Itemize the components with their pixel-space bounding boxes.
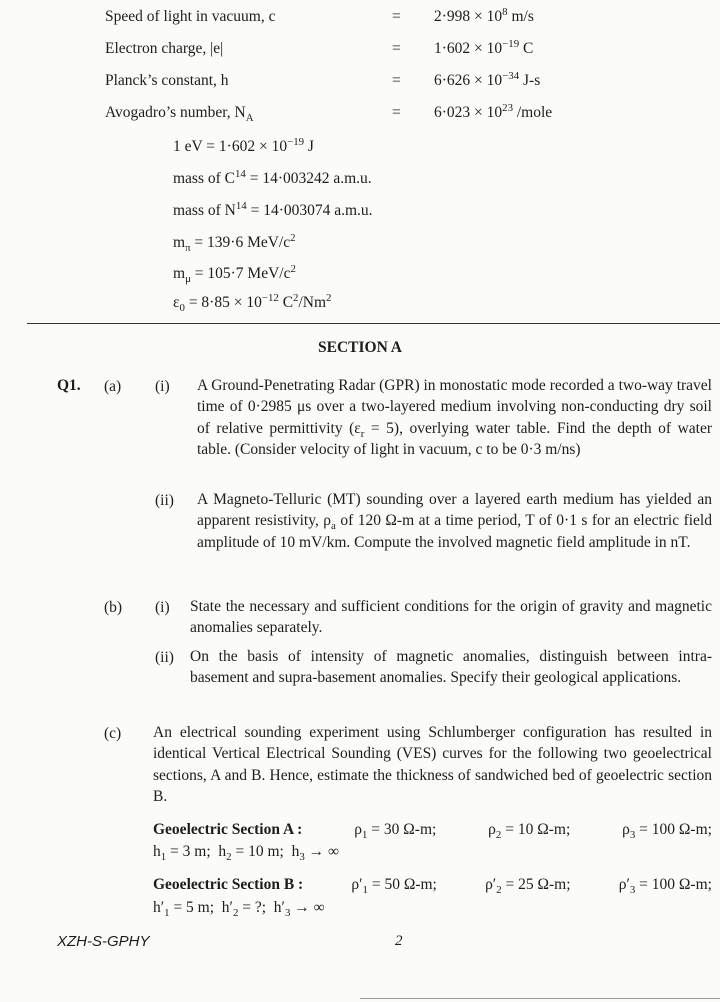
equals-sign: = — [392, 40, 401, 57]
subpart-label-b-i: (i) — [155, 599, 170, 616]
constant-value-e: $1\cdot 602 \times 10^{-19}$ C — [434, 37, 534, 57]
constant-name-na: Avogadro’s number, $N_A$ — [105, 104, 254, 125]
relation-mmu: $m_\mu = 105\cdot 7$ MeV/$c^2$ — [173, 262, 296, 286]
page-edge-line — [360, 998, 720, 999]
geoelectric-section-b-line2: $h'_1 = 5$ m; $h'_2$ = ?; $h'_3$ → ∞ — [153, 899, 325, 920]
constant-value-h: $6\cdot 626 \times 10^{-34}$ J-s — [434, 69, 541, 89]
relation-n14: mass of $N^{14} = 14\cdot 003074$ a.m.u. — [173, 199, 373, 219]
subpart-label-b-ii: (ii) — [155, 649, 174, 666]
geoelectric-section-a-line1: Geoelectric Section A : $\rho_1 = 30$ Ω-m; $\rho_2 = 10$ Ω-m; $\rho_3 = 100$ Ω-m; — [153, 821, 712, 842]
question-text-b-ii: On the basis of intensity of magnetic anomalies, distinguish between intra-basement and supra-basement anomalies. Specify their geological applications. — [190, 648, 712, 687]
relation-eps0: $\varepsilon_0 = 8\cdot 85 \times 10^{-12}$ $C^2/Nm^2$ — [173, 291, 332, 315]
equals-sign: = — [392, 72, 401, 89]
geoelectric-section-a-line2: $h_1 = 3$ m; $h_2 = 10$ m; $h_3$ → ∞ — [153, 843, 340, 864]
equals-sign: = — [392, 104, 401, 121]
constant-value-c: $2\cdot 998 \times 10^8$ m/s — [434, 5, 534, 25]
section-divider — [27, 323, 720, 324]
part-label-b: (b) — [104, 599, 123, 616]
question-text-a-ii: A Magneto-Telluric (MT) sounding over a layered earth medium has yielded an apparent resistivity, $\rho_a$ of 120 Ω-m at a time period, T of 0·1 s for an electric field amplitude of 10 mV/km. Compute the involved magnetic field amplitude in nT. — [197, 491, 712, 551]
constant-value-na: $6\cdot 023 \times 10^{23}$ /mole — [434, 101, 553, 121]
question-label: Q1. — [57, 377, 81, 394]
part-label-c: (c) — [104, 725, 122, 742]
page-number: 2 — [395, 933, 403, 949]
question-text-c: An electrical sounding experiment using Schlumberger configuration has resulted in identical Vertical Electrical Sounding (VES) curves for the following two geoelectrical sections, A and B. Hence, estimate the thickness of sandwiched bed of geoelectric section B. — [153, 724, 712, 806]
part-label-a: (a) — [104, 378, 122, 395]
subpart-label-a-ii: (ii) — [155, 492, 174, 509]
question-text-b-i: State the necessary and sufficient conditions for the origin of gravity and magnetic anomalies separately. — [190, 598, 712, 637]
constant-name-e: Electron charge, |e| — [105, 40, 224, 57]
question-text-a-i: A Ground-Penetrating Radar (GPR) in monostatic mode recorded a two-way travel time of 0·2985 μs over a two-layered medium involving non-conducting dry soil of relative permittivity $(\varepsilon_r = 5)$, overlying water table. Find the depth of water table. (Consider velocity of light in vacuum, c to be 0·3 m/ns) — [197, 377, 712, 459]
constant-name-c: Speed of light in vacuum, c — [105, 8, 276, 25]
section-title: SECTION A — [318, 339, 402, 356]
relation-c14: mass of $C^{14} = 14\cdot 003242$ a.m.u. — [173, 167, 372, 187]
relation-mpi: $m_\pi = 139\cdot 6$ MeV/$c^2$ — [173, 231, 296, 255]
equals-sign: = — [392, 8, 401, 25]
subpart-label-a-i: (i) — [155, 378, 170, 395]
constant-name-h: Planck’s constant, h — [105, 72, 229, 89]
geoelectric-section-b-line1: Geoelectric Section B : $\rho'_1 = 50$ Ω-m; $\rho'_2 = 25$ Ω-m; $\rho'_3 = 100$ Ω-m; — [153, 876, 712, 897]
relation-ev: 1 eV = $1\cdot 602 \times 10^{-19}$ J — [173, 135, 314, 155]
paper-code: XZH-S-GPHY — [57, 933, 150, 950]
